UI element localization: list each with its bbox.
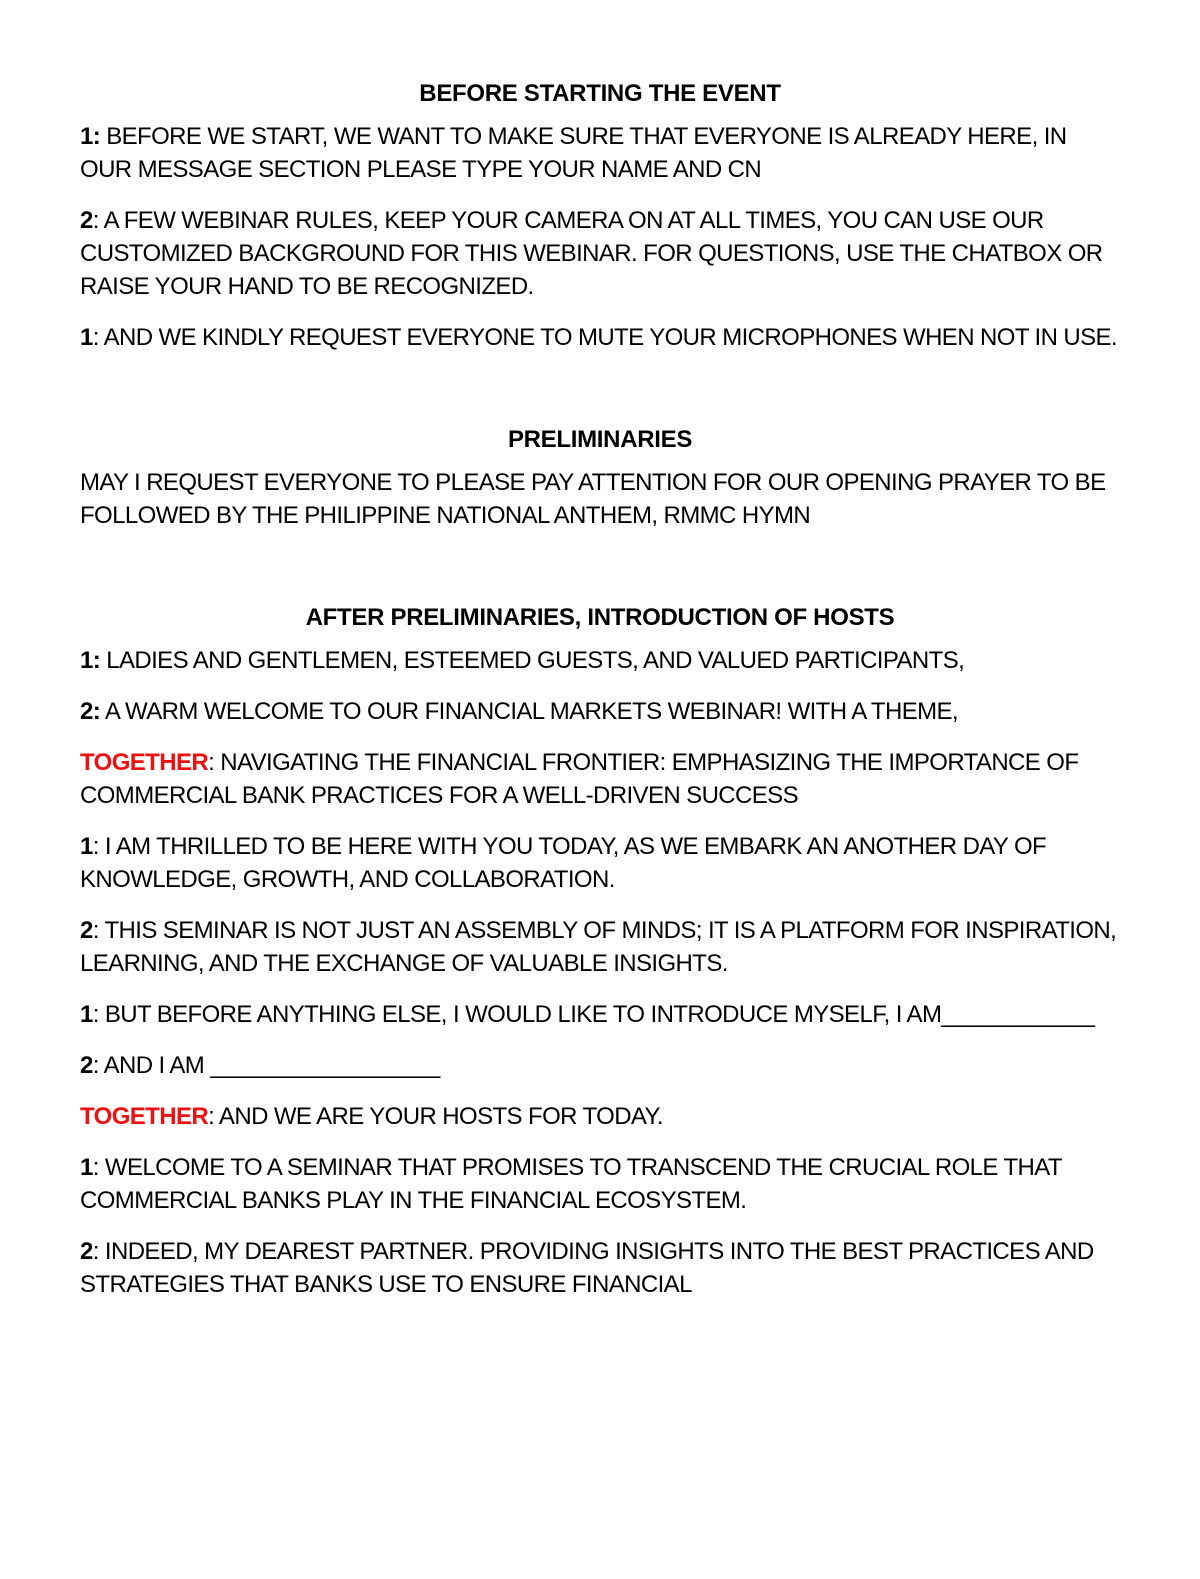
section-heading: PRELIMINARIES [507,426,693,453]
line-text: WELCOME TO A SEMINAR THAT PROMISES TO TRANSCEND THE CRUCIAL ROLE THAT COMMERCIAL BANKS PLAY IN THE FINANCIAL ECOSYSTEM. [80,1154,1062,1214]
speaker-separator: : [92,1154,99,1181]
speaker-separator: : [92,917,99,944]
line-text: AND WE ARE YOUR HOSTS FOR TODAY. [214,1103,663,1130]
script-line [80,120,1120,186]
script-line [80,1151,1120,1217]
line-text: BEFORE WE START, WE WANT TO MAKE SURE THAT EVERYONE IS ALREADY HERE, IN OUR MESSAGE SECTION PLEASE TYPE YOUR NAME AND CN [80,123,1067,183]
section-spacer [80,550,1120,602]
line-text: A WARM WELCOME TO OUR FINANCIAL MARKETS WEBINAR! WITH A THEME, [100,698,959,725]
script-line [80,695,1120,728]
line-text: BUT BEFORE ANYTHING ELSE, I WOULD LIKE TO INTRODUCE MYSELF, I AM____________ [98,1001,1095,1028]
speaker-label: 2: [80,698,101,725]
section-introduction-of-hosts [80,602,1120,1301]
speaker-label: 2 [80,1052,93,1079]
speaker-label: 2 [80,1238,93,1265]
section-heading: AFTER PRELIMINARIES, INTRODUCTION OF HOSTS [305,604,895,631]
line-text: AND WE KINDLY REQUEST EVERYONE TO MUTE YOUR MICROPHONES WHEN NOT IN USE. [98,324,1117,351]
speaker-separator: : [92,833,99,860]
speaker-label-together: TOGETHER [80,1103,209,1130]
line-text: LADIES AND GENTLEMEN, ESTEEMED GUESTS, AND VALUED PARTICIPANTS, [100,647,965,674]
speaker-separator: : [208,749,215,776]
script-line [80,1100,1120,1133]
speaker-label: 2 [80,207,93,234]
speaker-label: 2 [80,917,93,944]
section-before-starting [80,78,1120,354]
script-line [80,1235,1120,1301]
speaker-label: 1 [80,1154,93,1181]
speaker-label-together: TOGETHER [80,749,209,776]
speaker-label: 1 [80,1001,93,1028]
line-text: NAVIGATING THE FINANCIAL FRONTIER: EMPHASIZING THE IMPORTANCE OF COMMERCIAL BANK PRACTICES FOR A WELL-DRIVEN SUCCESS [80,749,1079,809]
script-line [80,998,1120,1031]
speaker-separator: : [92,324,99,351]
speaker-label: 1: [80,123,101,150]
script-line [80,321,1120,354]
speaker-separator: : [208,1103,215,1130]
script-line: MAY I REQUEST EVERYONE TO PLEASE PAY ATTENTION FOR OUR OPENING PRAYER TO BE FOLLOWED BY THE PHILIPPINE NATIONAL ANTHEM, RMMC HYMN [80,469,1106,529]
line-text: A FEW WEBINAR RULES, KEEP YOUR CAMERA ON AT ALL TIMES, YOU CAN USE OUR CUSTOMIZED BACKGROUND FOR THIS WEBINAR. FOR QUESTIONS, USE THE CHATBOX OR RAISE YOUR HAND TO BE RECOGNIZED. [80,207,1103,300]
line-text: THIS SEMINAR IS NOT JUST AN ASSEMBLY OF MINDS; IT IS A PLATFORM FOR INSPIRATION, LEARNING, AND THE EXCHANGE OF VALUABLE INSIGHTS. [80,917,1117,977]
speaker-separator: : [92,1001,99,1028]
speaker-separator: : [92,1052,99,1079]
line-text: INDEED, MY DEAREST PARTNER. PROVIDING INSIGHTS INTO THE BEST PRACTICES AND STRATEGIES THAT BANKS USE TO ENSURE FINANCIAL [80,1238,1094,1298]
script-line [80,746,1120,812]
script-line [80,644,1120,677]
speaker-label: 1 [80,324,93,351]
document-page [80,78,1120,1319]
speaker-label: 1: [80,647,101,674]
script-line [80,830,1120,896]
speaker-separator: : [92,1238,99,1265]
speaker-separator: : [92,207,99,234]
section-spacer [80,372,1120,424]
script-line [80,1049,1120,1082]
script-line [80,204,1120,303]
section-preliminaries [80,424,1120,532]
section-heading: BEFORE STARTING THE EVENT [419,80,781,107]
line-text: AND I AM __________________ [98,1052,440,1079]
line-text: I AM THRILLED TO BE HERE WITH YOU TODAY, AS WE EMBARK AN ANOTHER DAY OF KNOWLEDGE, GROWTH, AND COLLABORATION. [80,833,1047,893]
speaker-label: 1 [80,833,93,860]
script-line [80,914,1120,980]
